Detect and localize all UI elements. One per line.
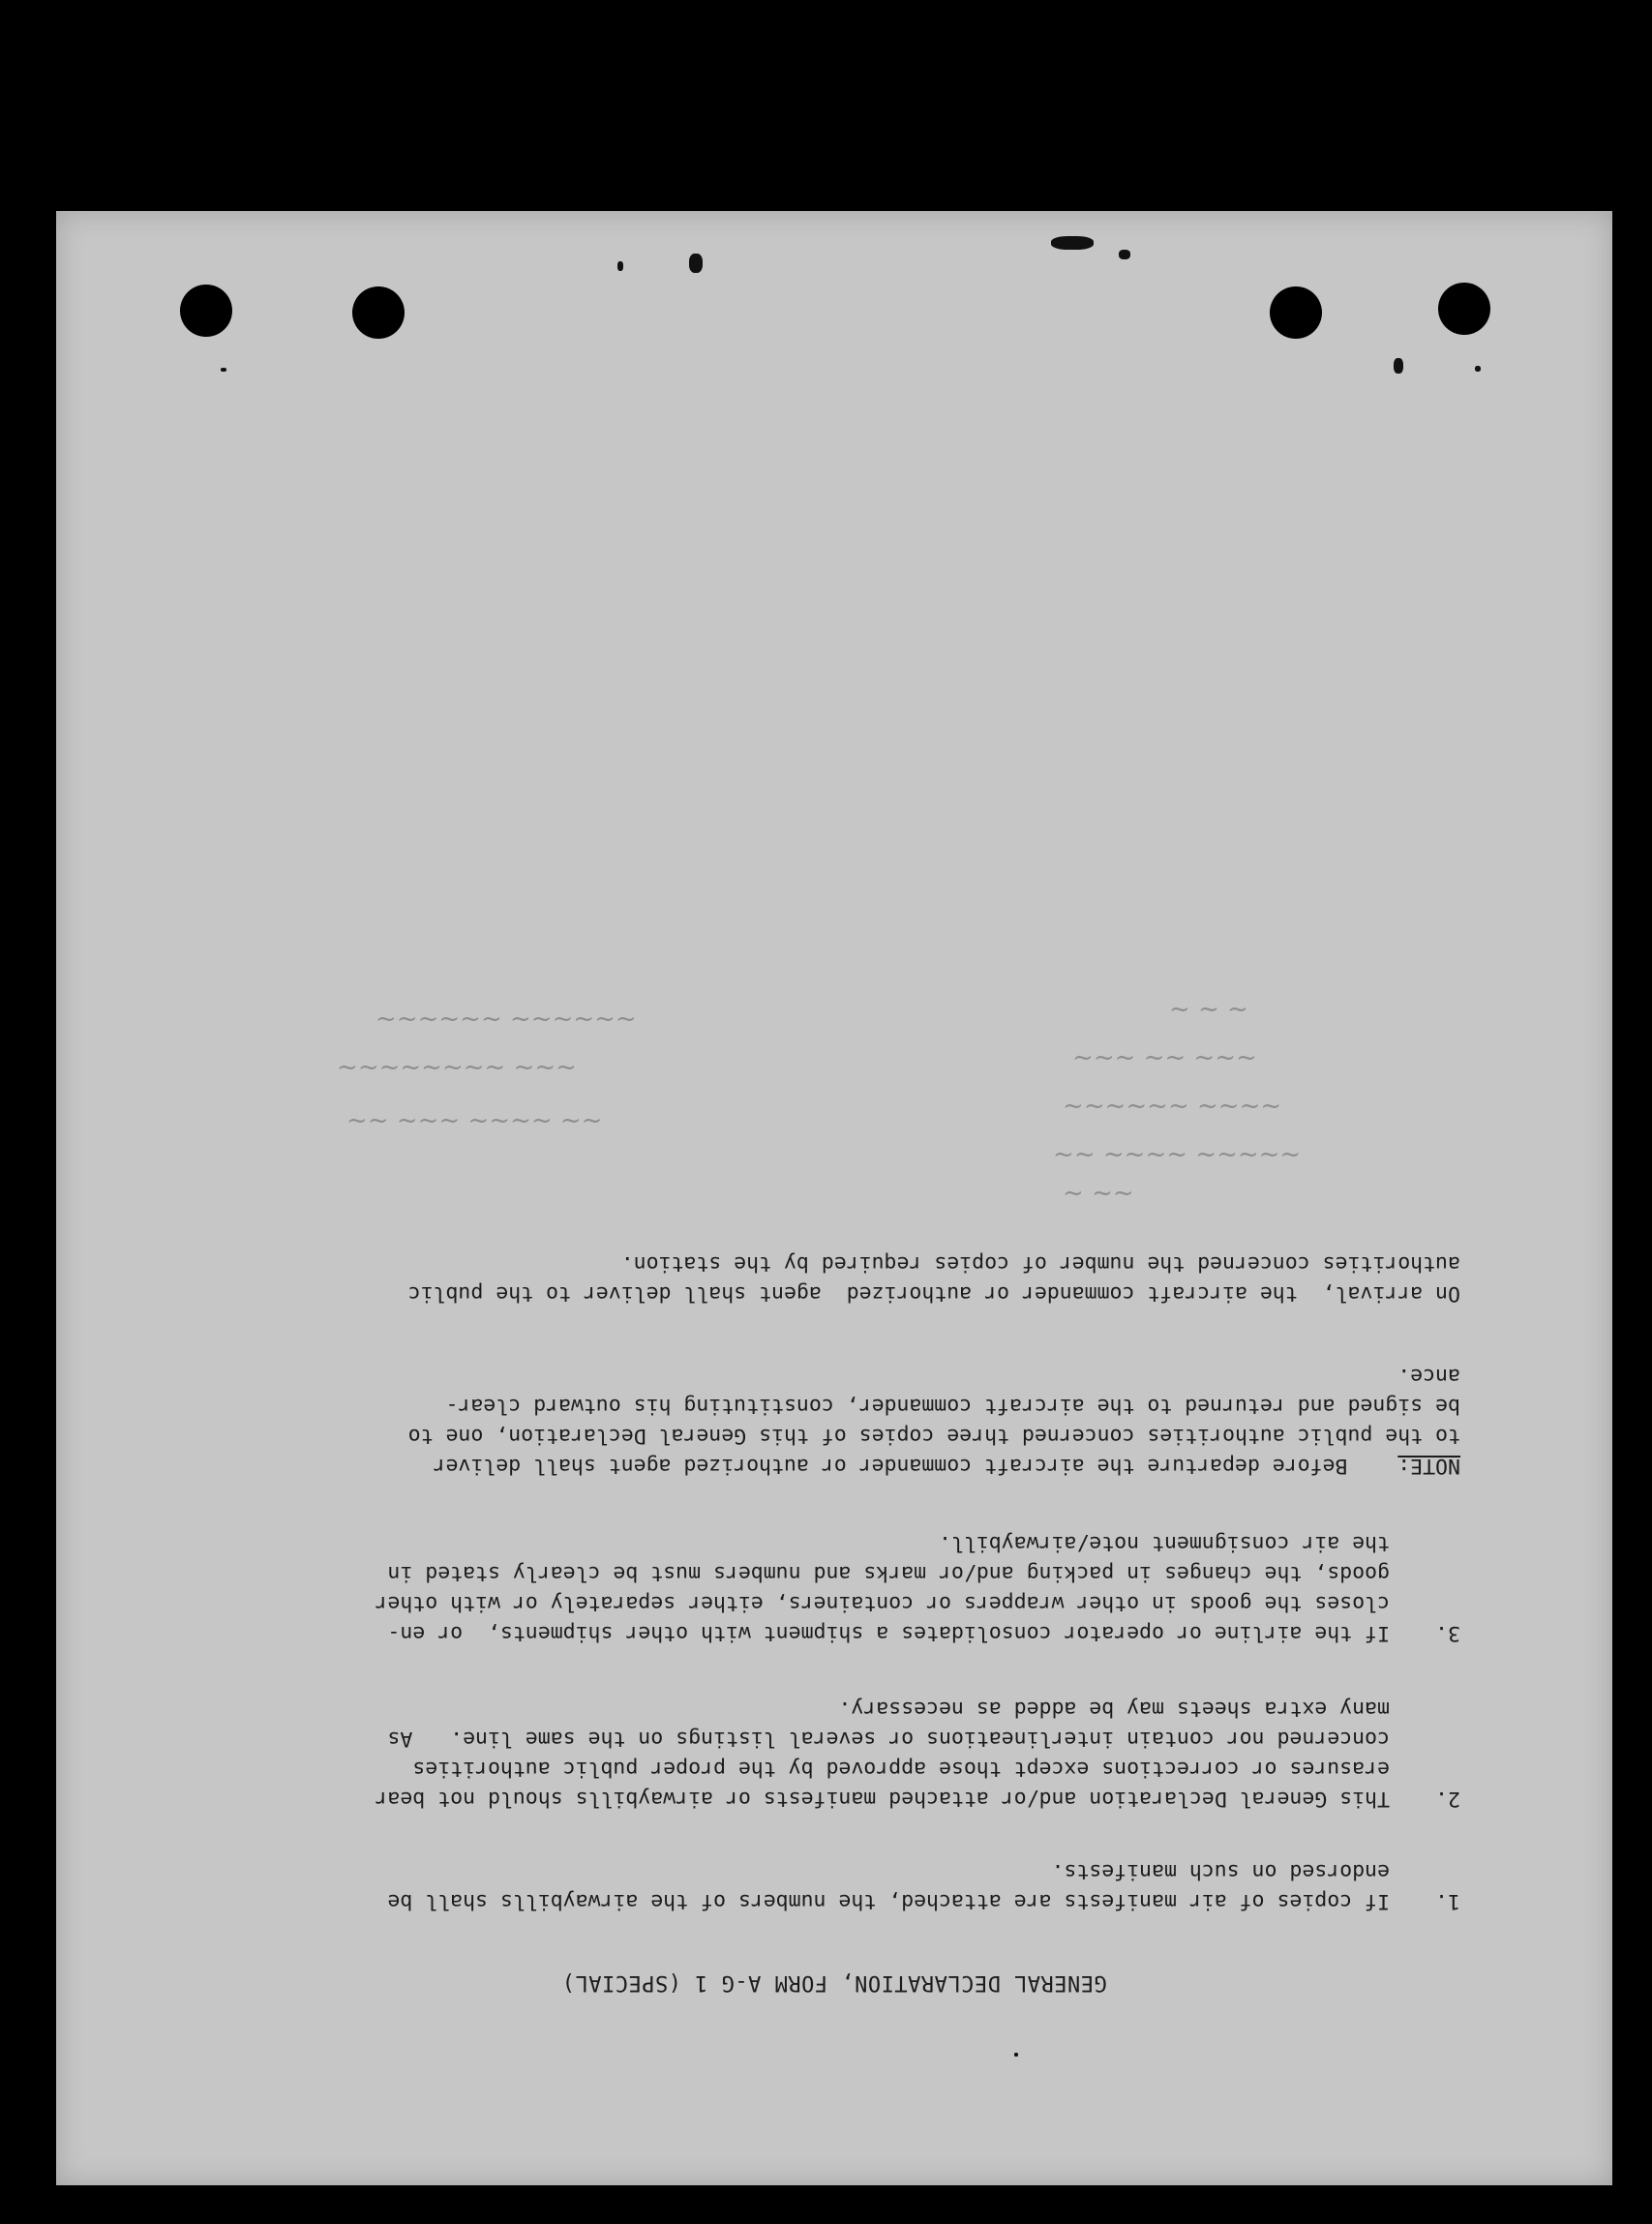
- form-title: GENERAL DECLARATION, FORM A-G 1 (SPECIAL): [561, 1970, 1107, 1995]
- instruction-text: If copies of air manifests are attached, the numbers of the airwaybills shall be endorsed on such manifests.: [387, 1859, 1390, 1913]
- instruction-item: [202, 1528, 1460, 1648]
- instruction-text: If the airline or operator consolidates a shipment with other shipments, or en- closes the goods in other wrappers or containers, either separately or with other goods, the changes in packing and/or marks and numbers must be clearly stated in the air consignment note/airwaybill.: [375, 1531, 1390, 1645]
- arrival-paragraph: On arrival, the aircraft commander or authorized agent shall deliver to the public authorities concerned the number of copies required by the station.: [407, 1251, 1460, 1306]
- handwritten-note: ~~~~ ~~~~~~: [1063, 1092, 1282, 1121]
- handwritten-note: ~~ ~: [1063, 1179, 1134, 1208]
- instruction-number: 3.: [1435, 1621, 1460, 1645]
- handwritten-note: ~~~ ~~~~~~~~: [337, 1053, 577, 1082]
- instruction-number: 1.: [1435, 1889, 1460, 1913]
- handwritten-note: ~ ~ ~: [1169, 995, 1248, 1024]
- document-page: [56, 211, 1612, 2185]
- instruction-text: This General Declaration and/or attached manifests or airwaybills should not bear erasures or corrections except those approved by the proper public authorities concerned nor contain interlineations or several listings on the same line. As many extra sheets may be added as necessary.: [375, 1697, 1390, 1811]
- note-label: NOTE:: [1397, 1454, 1460, 1478]
- note-paragraph: [193, 1361, 1460, 1481]
- instruction-item: [202, 1856, 1460, 1916]
- typed-instructions: [56, 211, 1612, 2185]
- handwritten-note: ~~~ ~~ ~~~: [1072, 1043, 1257, 1072]
- instruction-number: 2.: [1435, 1787, 1460, 1811]
- handwritten-note: ~~~~~~ ~~~~~~: [375, 1005, 637, 1034]
- note-text: Before departure the aircraft commander or authorized agent shall deliver to the public authorities concerned three copies of this General Declaration, one to be signed and returned to the aircraft commander, constituting his outward clear- ance.: [407, 1364, 1460, 1478]
- handwritten-note: ~~~~~ ~~~~ ~~: [1053, 1140, 1302, 1169]
- handwritten-note: ~~ ~~~~ ~~~ ~~: [346, 1106, 603, 1135]
- instruction-item: [202, 1694, 1460, 1814]
